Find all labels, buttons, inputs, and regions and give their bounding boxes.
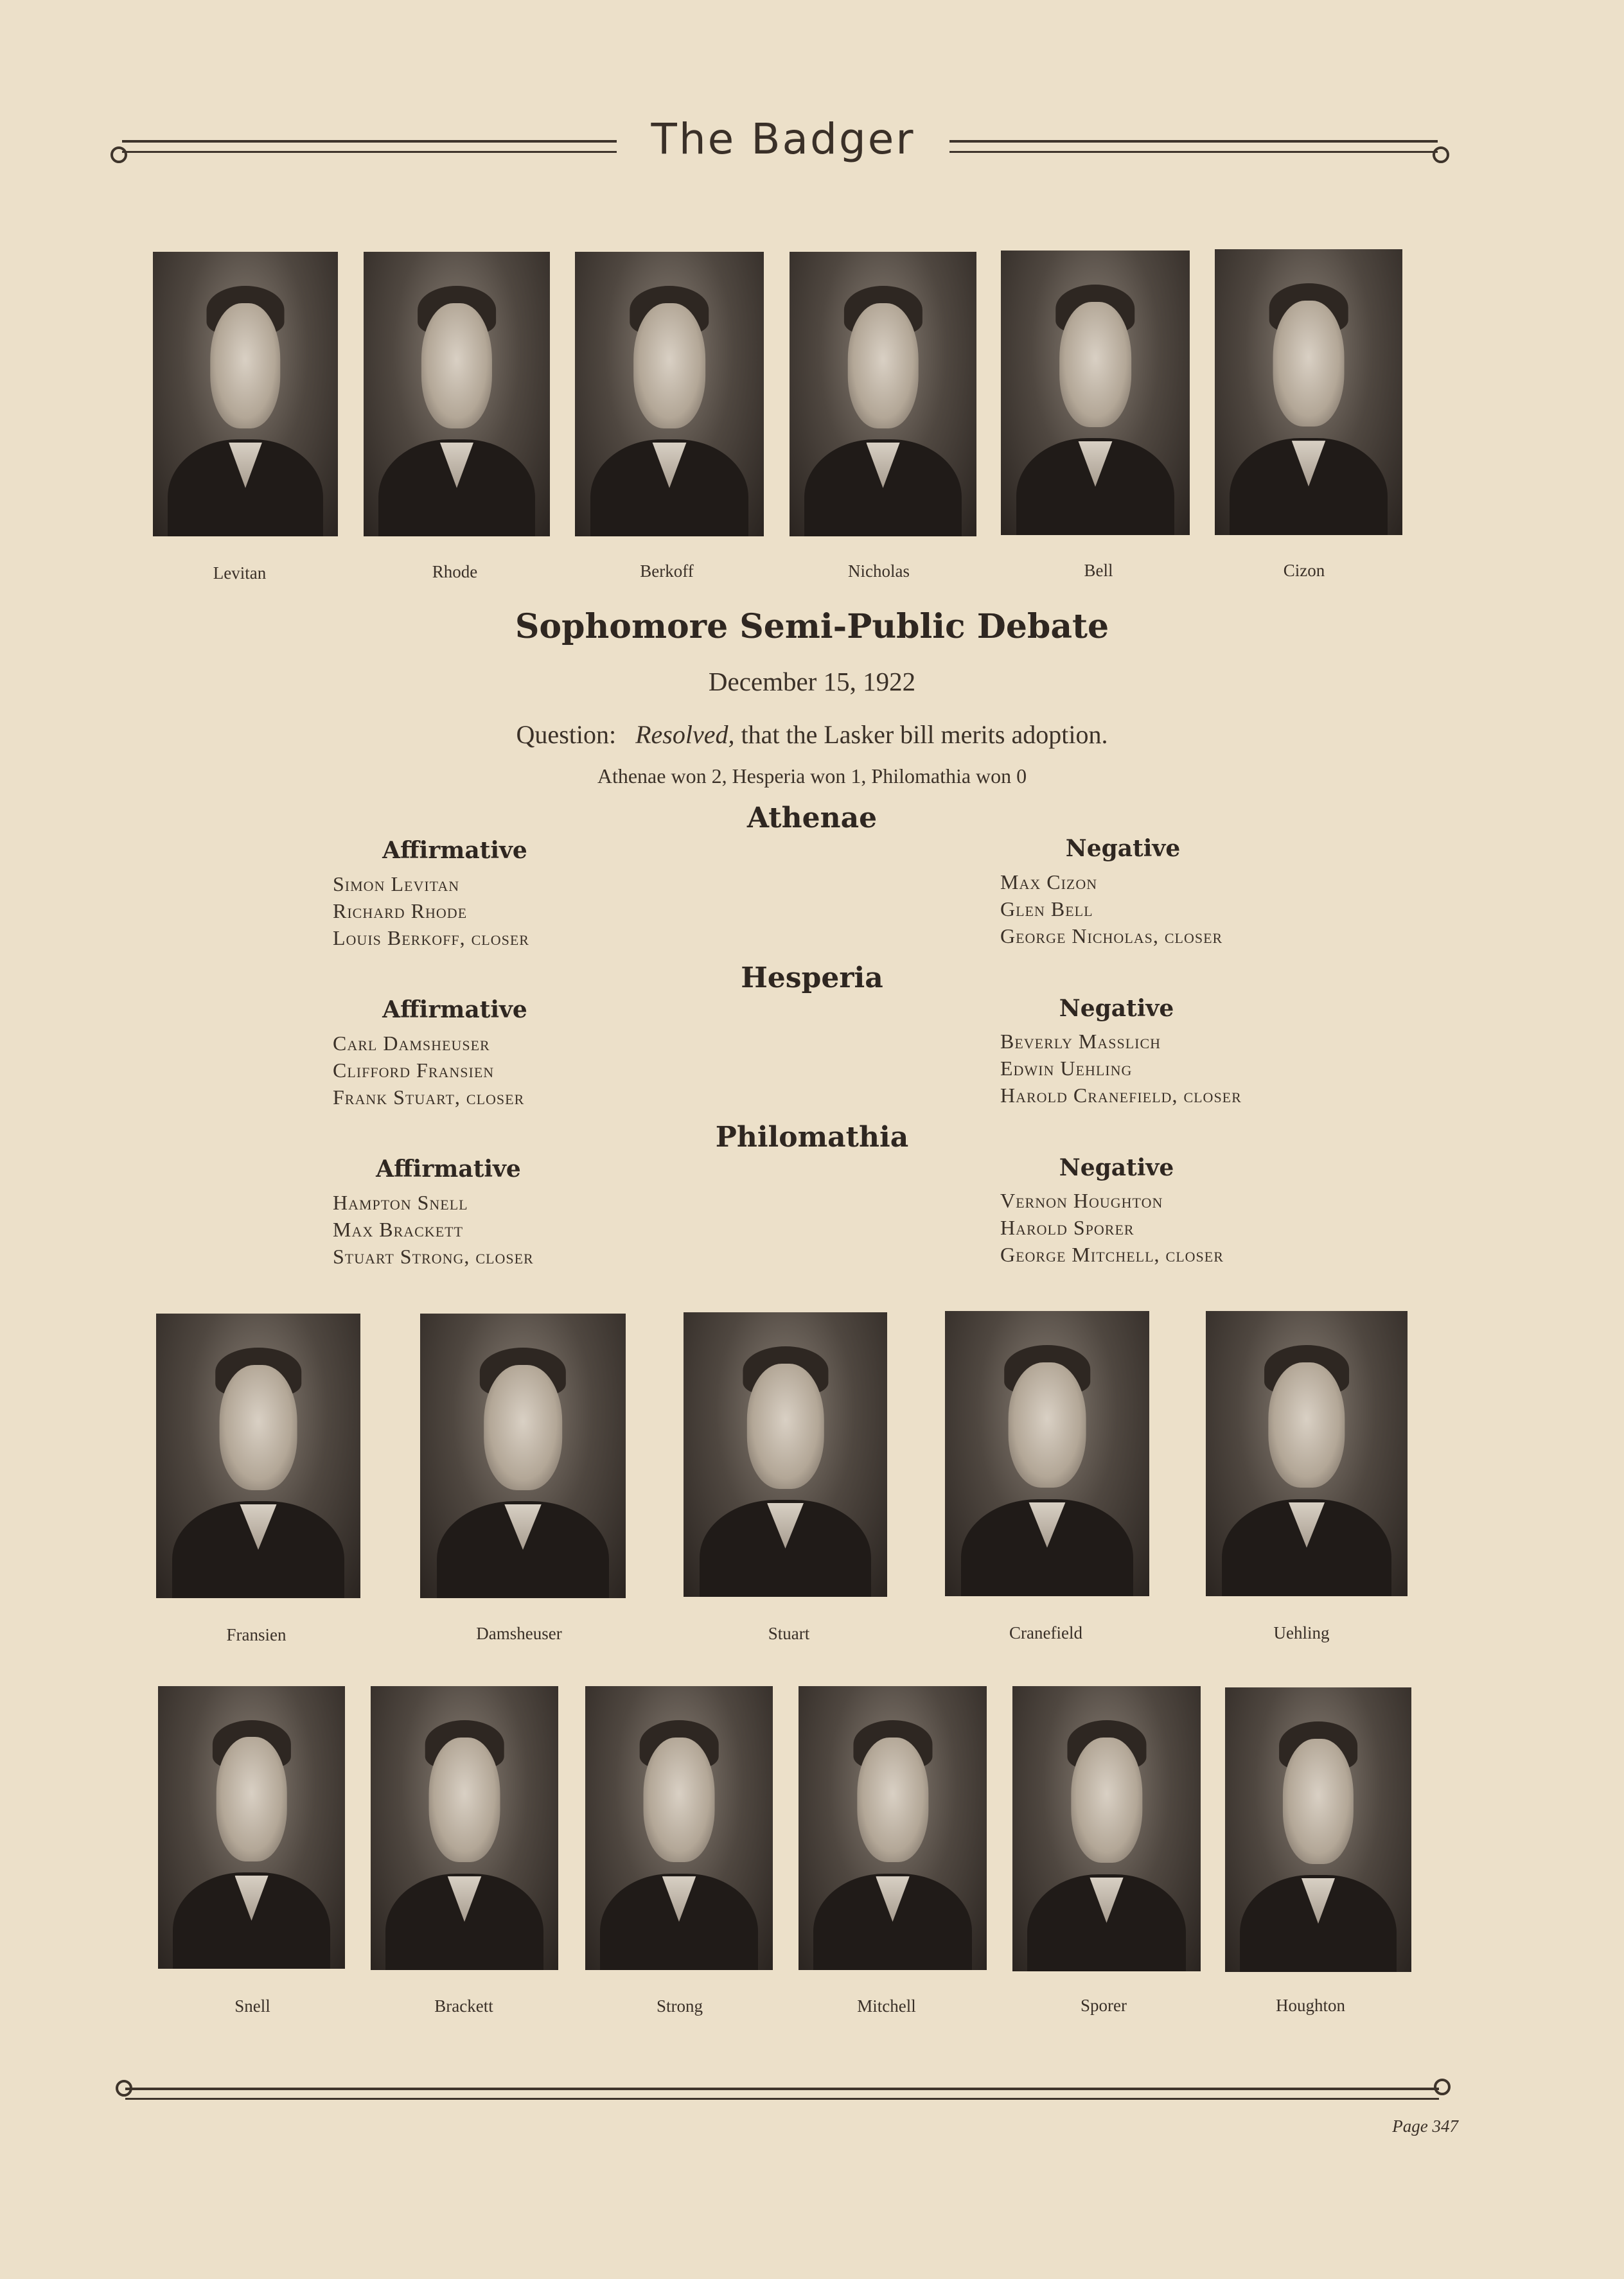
portrait-photo — [371, 1686, 558, 1970]
photo-caption: Snell — [234, 1996, 270, 2016]
debater-name: Richard Rhode — [333, 899, 468, 922]
portrait-photo — [1206, 1311, 1408, 1596]
photo-caption: Cranefield — [1009, 1623, 1082, 1642]
photo-caption: Mitchell — [857, 1996, 916, 2016]
portrait-photo — [153, 252, 338, 536]
photo-caption: Berkoff — [640, 561, 694, 581]
photo-caption: Fransien — [226, 1625, 287, 1644]
debater-name: George Mitchell, closer — [1000, 1243, 1224, 1266]
debater-name: Carl Damsheuser — [333, 1032, 490, 1055]
portrait-photo — [1215, 249, 1402, 535]
debater-name: Hampton Snell — [333, 1191, 468, 1214]
scroll-ornament-icon — [1434, 2079, 1451, 2095]
portrait-photo — [684, 1312, 887, 1597]
debate-result: Athenae won 2, Hesperia won 1, Philomathia won 0 — [597, 764, 1027, 788]
debater-name: Beverly Masslich — [1000, 1030, 1161, 1053]
photo-caption: Damsheuser — [476, 1624, 562, 1643]
debater-name: Simon Levitan — [333, 872, 460, 895]
portrait-photo — [420, 1314, 626, 1598]
photo-caption: Levitan — [213, 563, 267, 583]
debater-name: Frank Stuart, closer — [333, 1086, 525, 1109]
question-label: Question: — [516, 720, 617, 749]
photo-caption: Rhode — [432, 562, 478, 581]
photo-caption: Stuart — [768, 1624, 810, 1643]
negative-heading: Negative — [1065, 835, 1181, 862]
affirmative-heading: Affirmative — [382, 837, 527, 864]
portrait-photo — [158, 1686, 345, 1969]
photo-caption: Strong — [656, 1996, 703, 2016]
debater-name: Stuart Strong, closer — [333, 1245, 534, 1268]
portrait-photo — [1012, 1686, 1201, 1971]
footer-rule — [125, 2088, 1439, 2100]
question-text: that the Lasker bill merits adoption. — [741, 720, 1108, 749]
photo-caption: Bell — [1084, 561, 1113, 580]
event-date: December 15, 1922 — [708, 667, 916, 696]
portrait-photo — [364, 252, 550, 536]
header-rule-right — [949, 140, 1438, 153]
debater-name: George Nicholas, closer — [1000, 924, 1223, 947]
scroll-ornament-icon — [1433, 146, 1449, 163]
photo-caption: Nicholas — [848, 561, 910, 581]
debate-question — [0, 719, 1624, 750]
debater-name: Max Brackett — [333, 1218, 464, 1241]
debater-name: Louis Berkoff, closer — [333, 926, 529, 949]
scroll-ornament-icon — [110, 146, 127, 163]
negative-heading: Negative — [1059, 1154, 1174, 1181]
negative-heading: Negative — [1059, 995, 1174, 1022]
portrait-photo — [1001, 251, 1190, 535]
photo-caption: Brackett — [434, 1996, 493, 2016]
debater-name: Harold Cranefield, closer — [1000, 1084, 1242, 1107]
photo-caption: Sporer — [1081, 1996, 1127, 2015]
debater-name: Clifford Fransien — [333, 1059, 495, 1082]
affirmative-heading: Affirmative — [376, 1156, 521, 1183]
debater-name: Vernon Houghton — [1000, 1189, 1163, 1212]
portrait-photo — [585, 1686, 773, 1970]
photo-caption: Uehling — [1273, 1623, 1330, 1642]
debater-name: Edwin Uehling — [1000, 1057, 1133, 1080]
event-title: Sophomore Semi-Public Debate — [515, 607, 1109, 646]
portrait-photo — [945, 1311, 1149, 1596]
portrait-photo — [156, 1314, 360, 1598]
page-number: Page 347 — [1392, 2116, 1458, 2136]
debater-name: Harold Sporer — [1000, 1216, 1134, 1239]
society-heading: Hesperia — [741, 962, 883, 994]
portrait-photo — [1225, 1687, 1411, 1972]
question-resolved: Resolved, — [635, 720, 735, 749]
photo-caption: Houghton — [1276, 1996, 1345, 2015]
page-header-title: The Badger — [651, 114, 915, 164]
society-heading: Philomathia — [715, 1121, 909, 1154]
header-rule-left — [122, 140, 617, 153]
affirmative-heading: Affirmative — [382, 996, 527, 1023]
photo-caption: Cizon — [1283, 561, 1325, 580]
portrait-photo — [799, 1686, 987, 1970]
society-heading: Athenae — [746, 802, 878, 834]
debater-name: Max Cizon — [1000, 870, 1098, 893]
portrait-photo — [575, 252, 764, 536]
portrait-photo — [790, 252, 976, 536]
debater-name: Glen Bell — [1000, 897, 1093, 920]
